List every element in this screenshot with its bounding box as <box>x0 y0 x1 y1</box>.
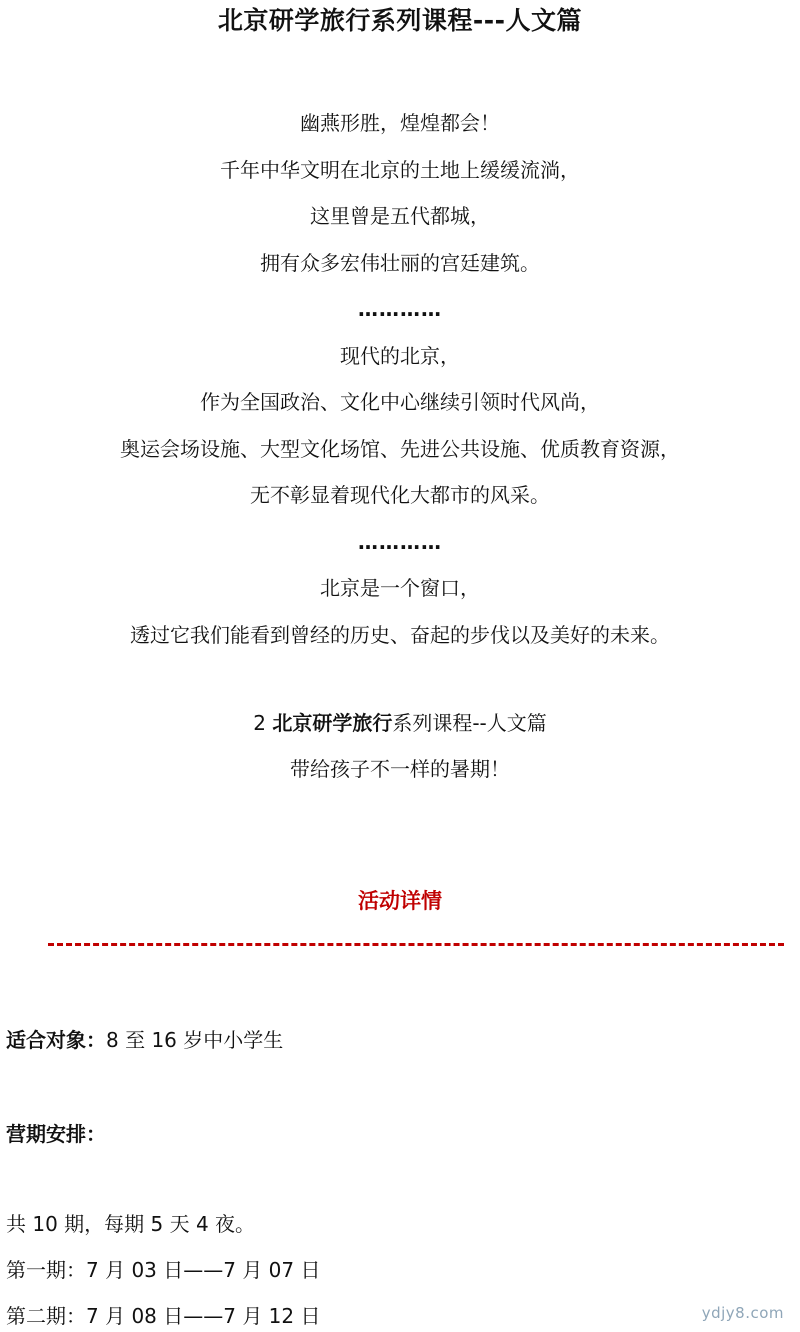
poem-line: 奥运会场设施、大型文化场馆、先进公共设施、优质教育资源， <box>120 436 680 461</box>
schedule-summary: 共 10 期，每期 5 天 4 夜。 <box>6 1212 256 1236</box>
poem-line: 现代的北京， <box>340 343 460 368</box>
audience-row <box>6 1024 283 1056</box>
poem-line: 无不彰显着现代化大都市的风采。 <box>250 483 550 507</box>
session-item: 第二期：7 月 08 日——7 月 12 日 <box>6 1304 321 1328</box>
document-title: 北京研学旅行系列课程---人文篇 <box>217 6 583 35</box>
audience-value: 8 至 16 岁中小学生 <box>106 1028 284 1052</box>
schedule-label: 营期安排： <box>6 1122 106 1146</box>
tagline-second-line: 带给孩子不一样的暑期！ <box>290 757 510 781</box>
poem-line: 这里曾是五代都城， <box>310 204 490 228</box>
poem-line: 北京是一个窗口， <box>320 576 480 600</box>
poem-line: 透过它我们能看到曾经的历史、奋起的步伐以及美好的未来。 <box>130 622 670 647</box>
poem-ellipsis: ………… <box>358 529 442 554</box>
tagline-block <box>0 700 800 792</box>
section-divider <box>48 943 784 946</box>
schedule-label-row <box>6 1118 106 1150</box>
tagline-bold: 北京研学旅行 <box>272 711 393 735</box>
tagline-line <box>0 700 800 746</box>
tagline-prefix: 2 <box>253 711 273 735</box>
activity-heading: 活动详情 <box>358 889 442 913</box>
session-item: 第一期：7 月 03 日——7 月 07 日 <box>6 1258 321 1282</box>
poem-line: 作为全国政治、文化中心继续引领时代风尚， <box>200 390 600 414</box>
poem-line: 幽燕形胜，煌煌都会！ <box>300 111 500 135</box>
tagline-suffix: 系列课程--人文篇 <box>392 711 547 735</box>
site-watermark: ydjy8.com <box>701 1304 784 1322</box>
poem-ellipsis: ………… <box>358 297 442 321</box>
audience-label: 适合对象： <box>6 1028 106 1052</box>
poem-line: 拥有众多宏伟壮丽的宫廷建筑。 <box>260 250 540 275</box>
poem-block <box>0 100 800 658</box>
poem-line: 千年中华文明在北京的土地上缓缓流淌， <box>220 157 580 182</box>
